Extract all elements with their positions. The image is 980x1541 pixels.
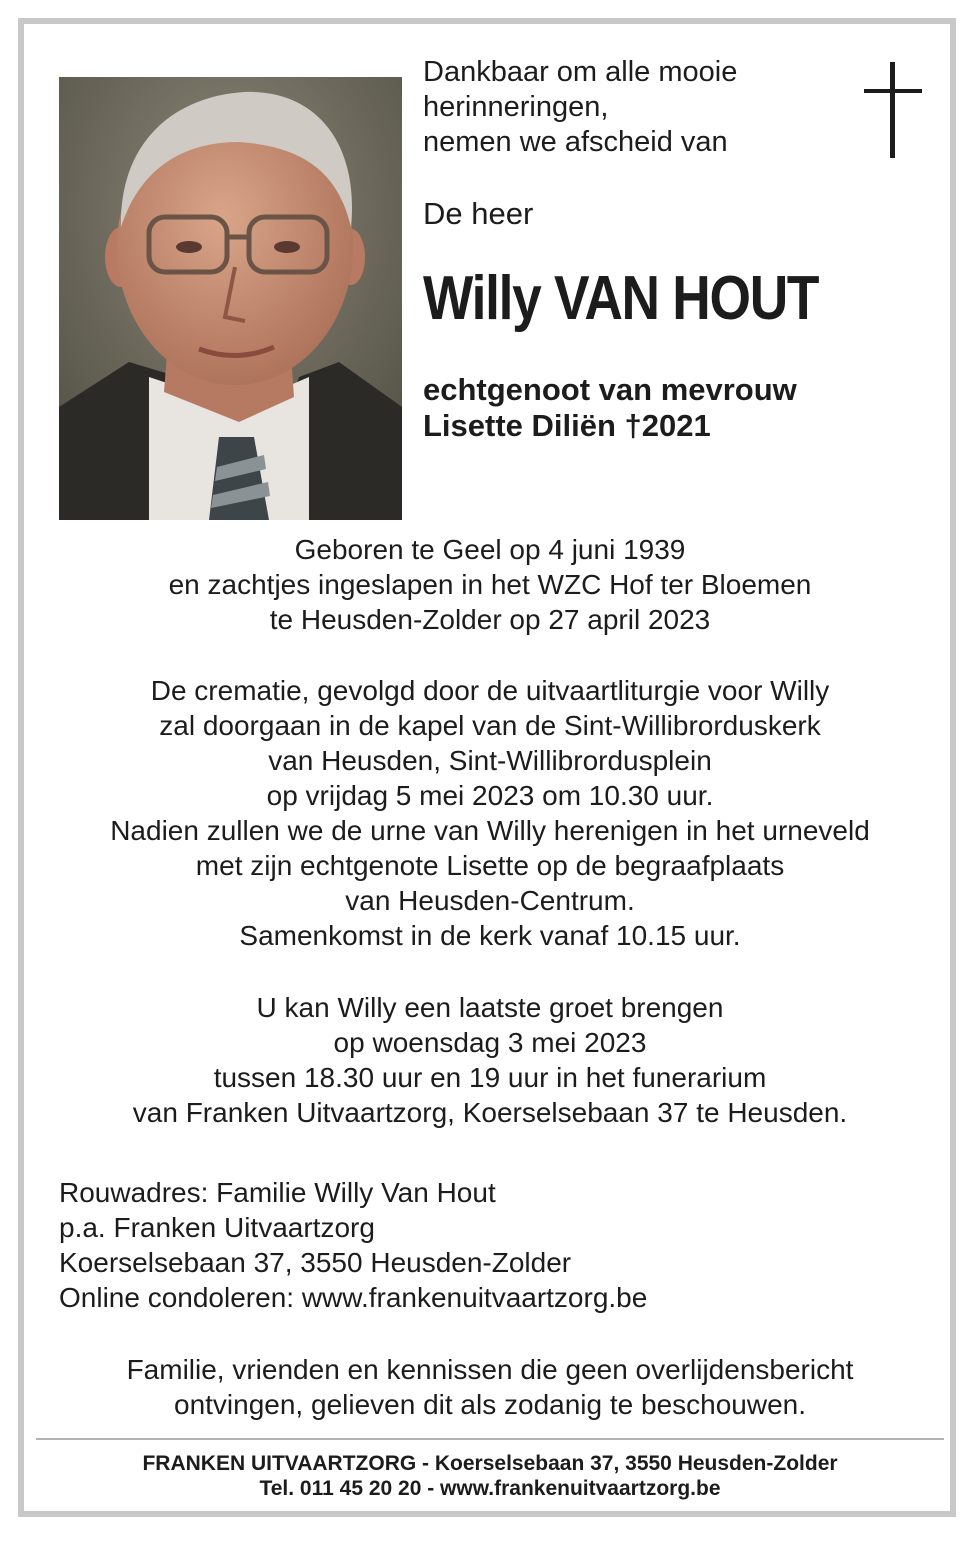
intro-text <box>423 55 737 160</box>
visitation-line: op woensdag 3 mei 2023 <box>333 1027 647 1058</box>
birth-line: Geboren te Geel op 4 juni 1939 <box>294 534 686 565</box>
footer <box>30 1451 950 1501</box>
ceremony-section <box>30 673 950 953</box>
cross-icon <box>864 62 922 158</box>
ceremony-line: De crematie, gevolgd door de uitvaartliturgie voor Willy <box>150 675 830 706</box>
visitation-line: tussen 18.30 uur en 19 uur in het funerarium <box>213 1062 767 1093</box>
notice-section <box>30 1352 950 1422</box>
intro-line: nemen we afscheid van <box>423 126 728 158</box>
visitation-line: van Franken Uitvaartzorg, Koerselsebaan 37 te Heusden. <box>132 1097 848 1128</box>
address-line: p.a. Franken Uitvaartzorg <box>59 1212 375 1243</box>
visitation-section <box>30 990 950 1130</box>
ceremony-line: van Heusden, Sint-Willibrordusplein <box>268 745 712 776</box>
footer-line: Tel. 011 45 20 20 - www.frankenuitvaartzorg.be <box>259 1477 721 1500</box>
spouse-line: echtgenoot van mevrouw <box>423 372 797 407</box>
ceremony-line: Samenkomst in de kerk vanaf 10.15 uur. <box>239 920 741 951</box>
intro-line: herinneringen, <box>423 91 609 123</box>
deceased-name: Willy VAN HOUT <box>423 264 819 333</box>
ceremony-line: met zijn echtgenote Lisette op de begraafplaats <box>195 850 785 881</box>
address-section <box>59 1175 647 1315</box>
condolence-link[interactable]: Online condoleren: www.frankenuitvaartzorg.be <box>59 1282 648 1313</box>
address-line: Rouwadres: Familie Willy Van Hout <box>59 1177 496 1208</box>
address-line: Koerselsebaan 37, 3550 Heusden-Zolder <box>59 1247 572 1278</box>
footer-line: FRANKEN UITVAARTZORG - Koerselsebaan 37, 3550 Heusden-Zolder <box>142 1452 838 1475</box>
notice-line: Familie, vrienden en kennissen die geen overlijdensbericht <box>126 1354 854 1385</box>
notice-line: ontvingen, gelieven dit als zodanig te beschouwen. <box>174 1389 806 1420</box>
ceremony-line: van Heusden-Centrum. <box>345 885 635 916</box>
spouse-text <box>423 372 797 444</box>
visitation-line: U kan Willy een laatste groet brengen <box>256 992 724 1023</box>
birth-line: en zachtjes ingeslapen in het WZC Hof ter Bloemen <box>168 569 812 600</box>
ceremony-line: zal doorgaan in de kapel van de Sint-Willibrorduskerk <box>159 710 821 741</box>
ceremony-line: op vrijdag 5 mei 2023 om 10.30 uur. <box>266 780 714 811</box>
birth-section <box>30 532 950 637</box>
portrait-photo <box>59 77 402 520</box>
ceremony-line: Nadien zullen we de urne van Willy herenigen in het urneveld <box>110 815 870 846</box>
intro-line: Dankbaar om alle mooie <box>423 56 738 88</box>
footer-divider <box>36 1438 944 1440</box>
honorific: De heer <box>423 196 534 231</box>
spouse-line: Lisette Diliën †2021 <box>423 408 711 443</box>
birth-line: te Heusden-Zolder op 27 april 2023 <box>269 604 711 635</box>
